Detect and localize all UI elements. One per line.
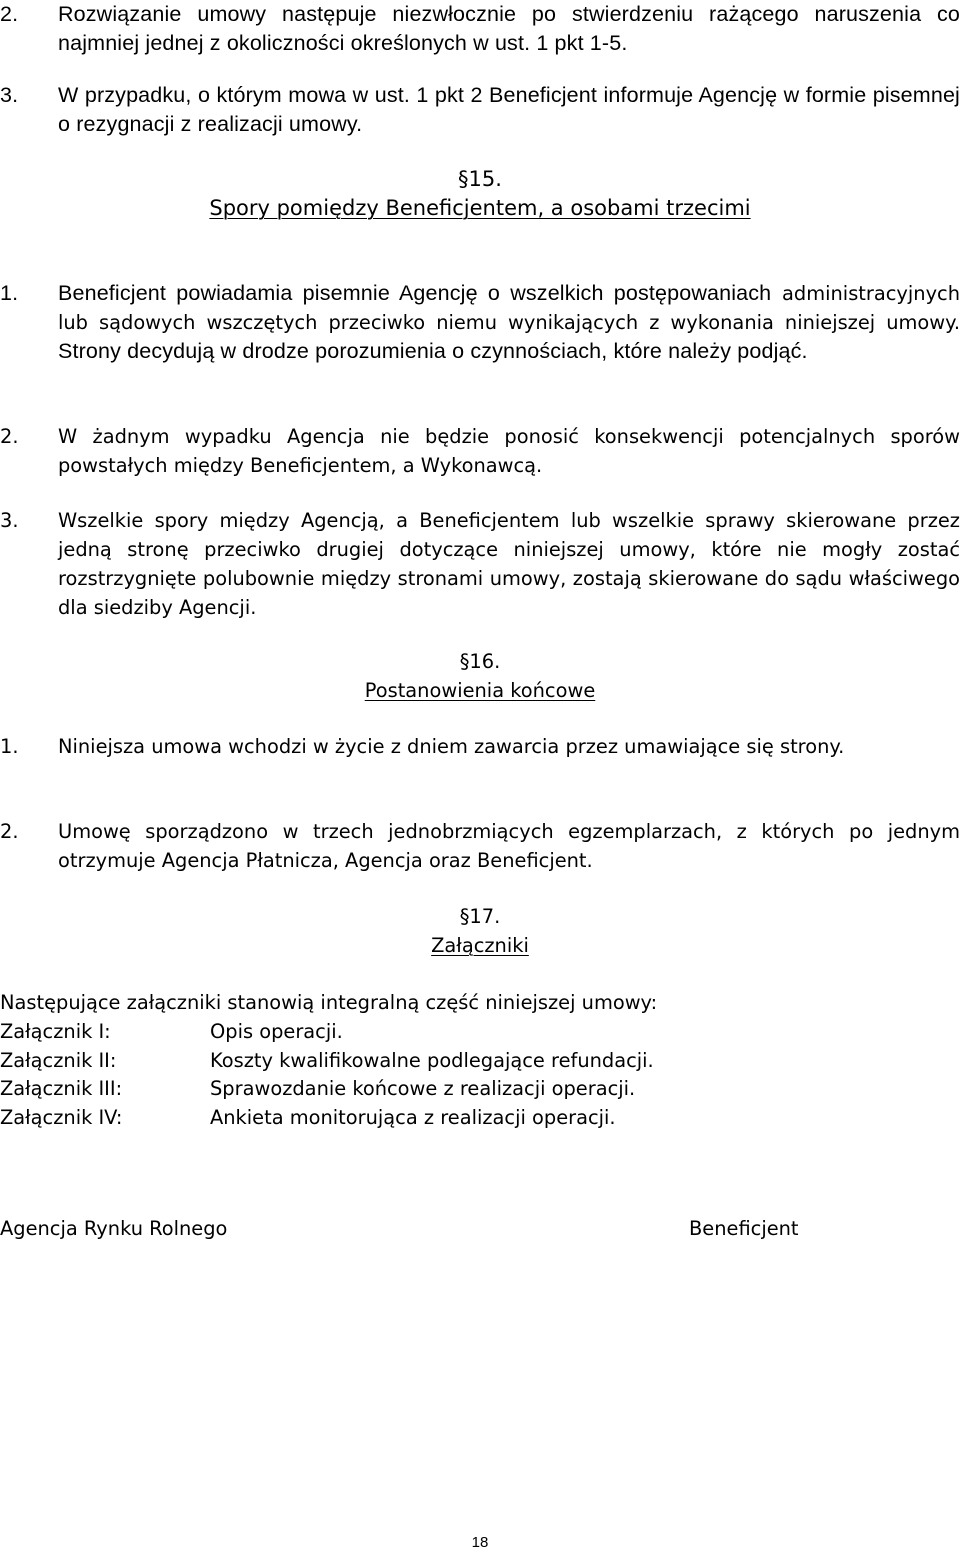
item-text-part-b: administracyjnych lub sądowych wszczętych przeciwko niemu wynikających z wykonania niniejszej umowy. xyxy=(58,282,960,334)
attachment-row xyxy=(0,1018,960,1047)
section-title-text: Spory pomiędzy Beneficjentem, a osobami trzecimi xyxy=(209,196,751,220)
item-text: W przypadku, o którym mowa w ust. 1 pkt 2 Beneficjent informuje Agencję w formie pisemnej o rezygnacji z realizacji umowy. xyxy=(58,83,960,136)
attachment-desc: Sprawozdanie końcowe z realizacji operacji. xyxy=(210,1077,636,1100)
attachment-desc: Koszty kwalifikowalne podlegające refundacji. xyxy=(210,1048,654,1072)
list-item xyxy=(0,279,960,366)
item-text: W żadnym wypadku Agencja nie będzie ponosić konsekwencji potencjalnych sporów powstałych między Beneficjentem, a Wykonawcą. xyxy=(58,425,960,477)
signature-left: Agencja Rynku Rolnego xyxy=(0,1217,228,1240)
attachment-label: Załącznik I: xyxy=(0,1020,111,1043)
attachment-label: Załącznik II: xyxy=(0,1048,117,1072)
attachment-row xyxy=(0,1075,960,1104)
section-title xyxy=(0,194,960,223)
item-number: 1. xyxy=(0,281,19,305)
list-item xyxy=(0,81,960,139)
attachments-list xyxy=(0,1018,960,1132)
list-item xyxy=(0,732,960,761)
item-text: Niniejsza umowa wchodzi w życie z dniem zawarcia przez umawiające się strony. xyxy=(58,735,845,758)
attachment-label: Załącznik IV: xyxy=(0,1105,123,1129)
page-number: 18 xyxy=(471,1534,489,1551)
section-number: §17. xyxy=(459,905,501,928)
item-number: 3. xyxy=(0,509,19,532)
attachment-row xyxy=(0,1104,960,1133)
section-number: §15. xyxy=(458,167,502,191)
attachment-desc: Opis operacji. xyxy=(210,1020,343,1043)
attachment-label: Załącznik III: xyxy=(0,1077,123,1100)
section-number: §16. xyxy=(459,650,501,673)
section-title xyxy=(0,931,960,960)
item-text-part-a: Beneficjent powiadamia pisemnie Agencję o wszelkich postępowaniach xyxy=(58,281,772,305)
item-text: Wszelkie spory między Agencją, a Beneficjentem lub wszelkie sprawy skierowane przez jedną stronę przeciwko drugiej dotyczące niniejszej umowy, które nie mogły zostać rozstrzygnięte polubownie między stronami umowy, zostają skierowane do sądu właściwego dla siedziby Agencji. xyxy=(58,509,960,619)
signature-right: Beneficjent xyxy=(689,1217,799,1240)
section-title xyxy=(0,676,960,705)
attachment-row xyxy=(0,1047,960,1076)
item-text: Rozwiązanie umowy następuje niezwłocznie po stwierdzeniu rażącego naruszenia co najmniej jednej z okoliczności określonych w ust. 1 pkt 1-5. xyxy=(58,2,960,55)
item-text-part-c: Strony decydują w drodze porozumienia o czynnościach, które należy podjąć. xyxy=(58,339,808,363)
item-text: Umowę sporządzono w trzech jednobrzmiących egzemplarzach, z których po jednym otrzymuje Agencja Płatnicza, Agencja oraz Beneficjent. xyxy=(58,820,960,872)
list-item xyxy=(0,506,960,622)
item-number: 2. xyxy=(0,2,19,26)
item-number: 1. xyxy=(0,735,19,758)
item-text xyxy=(58,279,960,366)
section-title-text: Postanowienia końcowe xyxy=(364,679,596,702)
section-title-text: Załączniki xyxy=(431,934,529,957)
attachment-desc: Ankieta monitorująca z realizacji operacji. xyxy=(210,1105,616,1129)
item-number: 3. xyxy=(0,83,19,107)
list-item xyxy=(0,0,960,58)
item-number: 2. xyxy=(0,820,19,843)
list-item xyxy=(0,422,960,480)
list-item xyxy=(0,817,960,875)
attachments-intro: Następujące załączniki stanowią integralną część niniejszej umowy: xyxy=(0,991,658,1014)
item-number: 2. xyxy=(0,425,19,448)
